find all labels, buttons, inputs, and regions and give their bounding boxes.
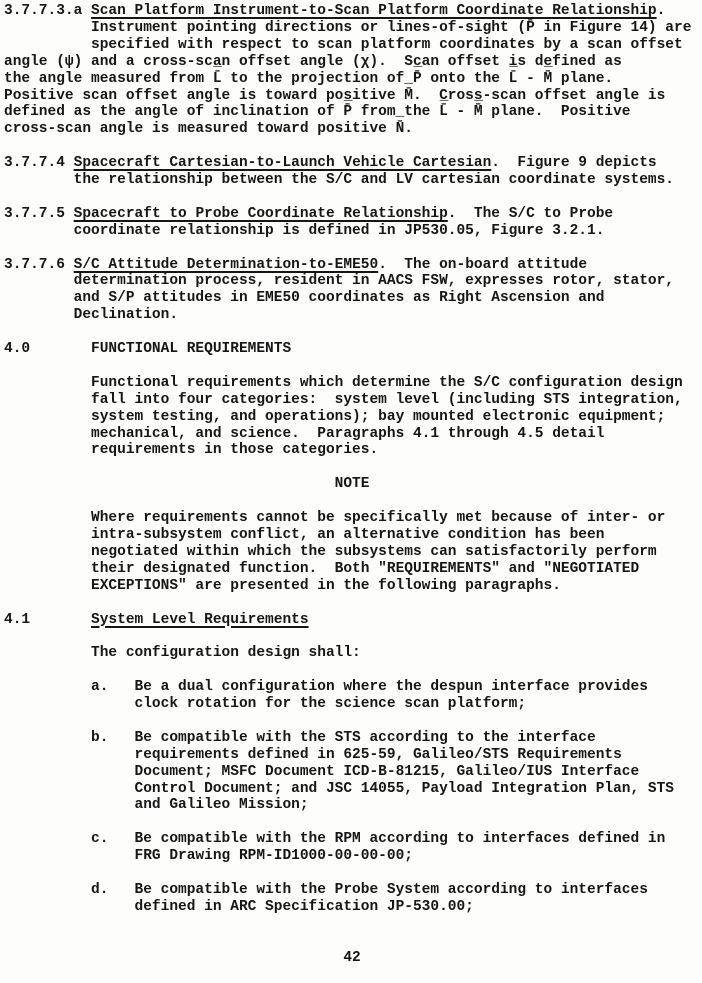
text-line xyxy=(4,240,702,257)
text-line xyxy=(4,358,702,375)
text-segment: intra-subsystem conflict, an alternative condition has been xyxy=(4,526,605,543)
text-line xyxy=(4,37,702,54)
text-segment: 4.0 FUNCTIONAL REQUIREMENTS xyxy=(4,341,292,358)
text-segment: the relationship between the S/C and LV cartesian coordinate systems. xyxy=(4,172,675,189)
text-line xyxy=(4,814,702,831)
text-segment: defined in ARC Specification JP-530.00; xyxy=(4,898,474,915)
text-segment: 4.1 xyxy=(4,611,92,628)
text-segment: and Galileo Mission; xyxy=(4,797,309,814)
text-segment: Instrument pointing directions or lines-of-sight (P̄ in Figure 14) are xyxy=(4,19,692,36)
underlined-heading-text: Spacecraft to Probe Coordinate Relationship xyxy=(73,205,448,222)
text-segment: . The on-board attitude xyxy=(378,256,588,273)
text-line xyxy=(4,645,702,662)
text-segment: . xyxy=(656,3,666,19)
text-segment: fall into four categories: system level (including STS integration, xyxy=(4,391,683,408)
text-segment: system testing, and operations); bay mounted electronic equipment; xyxy=(4,408,666,425)
note-label xyxy=(4,476,702,493)
text-segment: 3.7.7.4 xyxy=(4,155,74,172)
section-heading-4-0 xyxy=(4,341,702,358)
text-line xyxy=(4,307,702,324)
text-segment: negotiated within which the subsystems can satisfactorily perform xyxy=(4,543,657,560)
text-segment: . Figure 9 depicts xyxy=(491,155,657,172)
text-segment: Functional requirements which determine the S/C configuration design xyxy=(4,374,683,391)
text-line xyxy=(4,54,702,71)
section-heading-3-7-7-4 xyxy=(4,155,702,172)
text-segment: and S/P attitudes in EME50 coordinates as Right Ascension and xyxy=(4,290,605,307)
text-segment: defined as the angle of inclination of P̄ from_the L̄ - M̄ plane. Positive xyxy=(4,104,631,121)
text-segment: FRG Drawing RPM-ID1000-00-00-00; xyxy=(4,848,413,865)
list-item-a xyxy=(4,679,702,696)
text-line xyxy=(4,595,702,612)
text-segment: 42 xyxy=(4,949,361,966)
text-line xyxy=(4,426,702,443)
text-line xyxy=(4,865,702,882)
text-line xyxy=(4,20,702,37)
text-segment: 3.7.7.5 xyxy=(4,205,74,222)
text-line xyxy=(4,71,702,88)
underlined-heading-text: System Level Requirements xyxy=(91,611,309,628)
text-segment: coordinate relationship is defined in JP530.05, Figure 3.2.1. xyxy=(4,222,605,239)
underlined-heading-text: S/C Attitude Determination-to-EME50 xyxy=(73,256,379,273)
text-line xyxy=(4,493,702,510)
list-item-b xyxy=(4,730,702,747)
text-line xyxy=(4,561,702,578)
text-line xyxy=(4,899,702,916)
text-segment: b. Be compatible with the STS according to the interface xyxy=(4,729,596,746)
page-number xyxy=(4,950,702,967)
text-segment: a. Be a dual configuration where the despun interface provides xyxy=(4,679,648,696)
underlined-heading-text: Scan Platform Instrument-to-Scan Platform Coordinate Relationship xyxy=(91,3,657,19)
text-line xyxy=(4,510,702,527)
text-segment: 3.7.7.3.a xyxy=(4,3,92,19)
text-segment: c. Be compatible with the RPM according to interfaces defined in xyxy=(4,831,666,848)
text-line xyxy=(4,628,702,645)
text-segment: EXCEPTIONS" are presented in the following paragraphs. xyxy=(4,577,561,594)
text-segment: cross-scan angle is measured toward positive N̄. xyxy=(4,121,413,138)
text-line xyxy=(4,781,702,798)
text-line xyxy=(4,290,702,307)
underlined-heading-text: Spacecraft Cartesian-to-Launch Vehicle Cartesian xyxy=(73,155,492,172)
text-segment: requirements defined in 625-59, Galileo/STS Requirements xyxy=(4,746,622,763)
section-heading-3-7-7-5 xyxy=(4,206,702,223)
text-line xyxy=(4,544,702,561)
text-line xyxy=(4,324,702,341)
list-item-c xyxy=(4,831,702,848)
text-line xyxy=(4,662,702,679)
text-line xyxy=(4,713,702,730)
text-line xyxy=(4,88,702,105)
text-line xyxy=(4,104,702,121)
text-line xyxy=(4,375,702,392)
section-heading-3-7-7-6 xyxy=(4,257,702,274)
section-heading-4-1 xyxy=(4,612,702,629)
text-line xyxy=(4,189,702,206)
text-line xyxy=(4,696,702,713)
section-heading-3-7-7-3a xyxy=(4,3,702,20)
text-line xyxy=(4,459,702,476)
text-segment: Control Document; and JSC 14055, Payload Integration Plan, STS xyxy=(4,780,675,797)
text-segment: d. Be compatible with the Probe System according to interfaces xyxy=(4,881,648,898)
text-segment: mechanical, and science. Paragraphs 4.1 through 4.5 detail xyxy=(4,425,605,442)
text-segment: their designated function. Both "REQUIREMENTS" and "NEGOTIATED xyxy=(4,560,640,577)
text-line xyxy=(4,933,702,950)
text-segment: clock rotation for the science scan platform; xyxy=(4,696,527,712)
text-segment: The configuration design shall: xyxy=(4,645,361,662)
text-line xyxy=(4,138,702,155)
text-line xyxy=(4,442,702,459)
text-line xyxy=(4,121,702,138)
text-line xyxy=(4,764,702,781)
text-line xyxy=(4,273,702,290)
text-segment: . The S/C to Probe xyxy=(447,205,614,222)
text-line xyxy=(4,223,702,240)
text-segment: 3.7.7.6 xyxy=(4,256,74,273)
text-segment: requirements in those categories. xyxy=(4,442,379,459)
text-line xyxy=(4,578,702,595)
text-line xyxy=(4,747,702,764)
text-line xyxy=(4,172,702,189)
list-item-d xyxy=(4,882,702,899)
text-line xyxy=(4,409,702,426)
text-line xyxy=(4,916,702,933)
text-line xyxy=(4,848,702,865)
text-segment: the angle measured from L̄ to the projection of_P̄ onto the L̄ - M̄ plane. xyxy=(4,70,614,87)
text-line xyxy=(4,392,702,409)
text-segment: NOTE xyxy=(4,476,370,493)
text-segment: angle (ψ) and a cross-sca̲n offset angle (χ). Sc̲an offset i̲s de̲fined as xyxy=(4,53,622,70)
text-segment: Document; MSFC Document ICD-B-81215, Galileo/IUS Interface xyxy=(4,763,640,780)
text-segment: Where requirements cannot be specifically met because of inter- or xyxy=(4,510,666,527)
text-line xyxy=(4,797,702,814)
text-segment: Positive scan offset angle is toward pos̲itive M̄. C̲ross̲-scan offset angle is xyxy=(4,87,666,104)
text-segment: specified with respect to scan platform coordinates by a scan offset xyxy=(4,36,683,53)
text-line xyxy=(4,527,702,544)
text-segment: Declination. xyxy=(4,307,179,324)
text-segment: determination process, resident in AACS FSW, expresses rotor, stator, xyxy=(4,273,675,290)
